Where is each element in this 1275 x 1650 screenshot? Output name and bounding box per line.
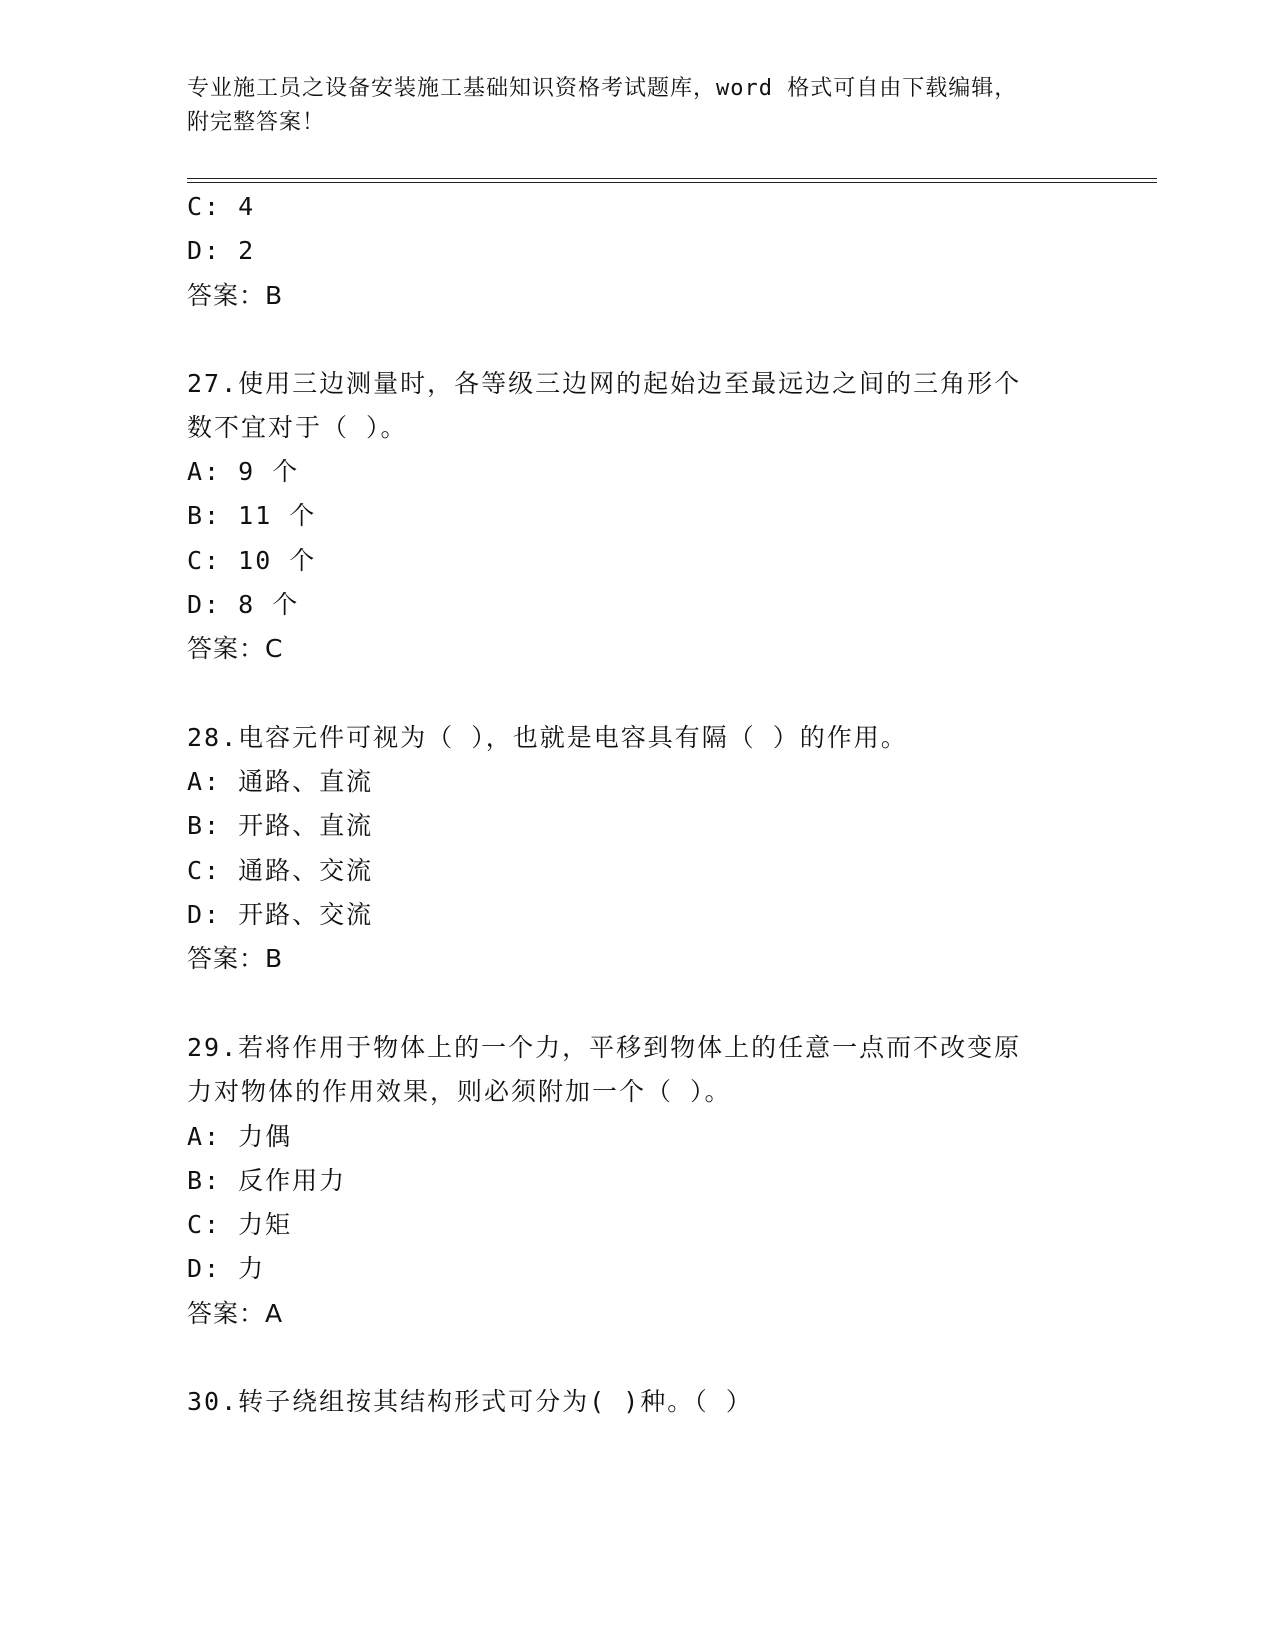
q26-answer: 答案：B [187,281,284,310]
q30-stem-line-1: 30.转子绕组按其结构形式可分为( )种。（ ） [187,1387,753,1416]
q26-option-c: C: 4 [187,192,256,221]
q29-option-a: A: 力偶 [187,1122,293,1151]
q27-stem-line-1: 27.使用三边测量时，各等级三边网的起始边至最远边之间的三角形个 [187,369,1022,398]
q27-stem-line-2: 数不宜对于（ ）。 [187,413,408,442]
q29-stem-line-1: 29.若将作用于物体上的一个力，平移到物体上的任意一点而不改变原 [187,1033,1022,1062]
header-divider-top [187,178,1157,179]
q27-answer: 答案：C [187,634,284,663]
header-line-2: 附完整答案！ [187,110,326,135]
q28-option-c: C: 通路、交流 [187,856,374,885]
q29-answer: 答案：A [187,1299,284,1328]
q29-stem-line-2: 力对物体的作用效果，则必须附加一个（ ）。 [187,1077,732,1106]
q29-option-c: C: 力矩 [187,1210,293,1239]
q28-option-d: D: 开路、交流 [187,900,374,929]
header-divider-bottom [187,182,1157,183]
q29-option-d: D: 力 [187,1254,266,1283]
q26-option-d: D: 2 [187,236,256,265]
header-line-1: 专业施工员之设备安装施工基础知识资格考试题库，word 格式可自由下载编辑， [187,76,1018,101]
q27-option-c: C: 10 个 [187,546,317,575]
q28-answer: 答案：B [187,944,284,973]
q29-option-b: B: 反作用力 [187,1166,347,1195]
q27-option-b: B: 11 个 [187,501,317,530]
q27-option-d: D: 8 个 [187,590,300,619]
page-header [187,72,1087,140]
q28-option-a: A: 通路、直流 [187,767,374,796]
q27-option-a: A: 9 个 [187,457,300,486]
q28-stem-line-1: 28.电容元件可视为（ ），也就是电容具有隔（ ）的作用。 [187,723,908,752]
q28-option-b: B: 开路、直流 [187,811,374,840]
